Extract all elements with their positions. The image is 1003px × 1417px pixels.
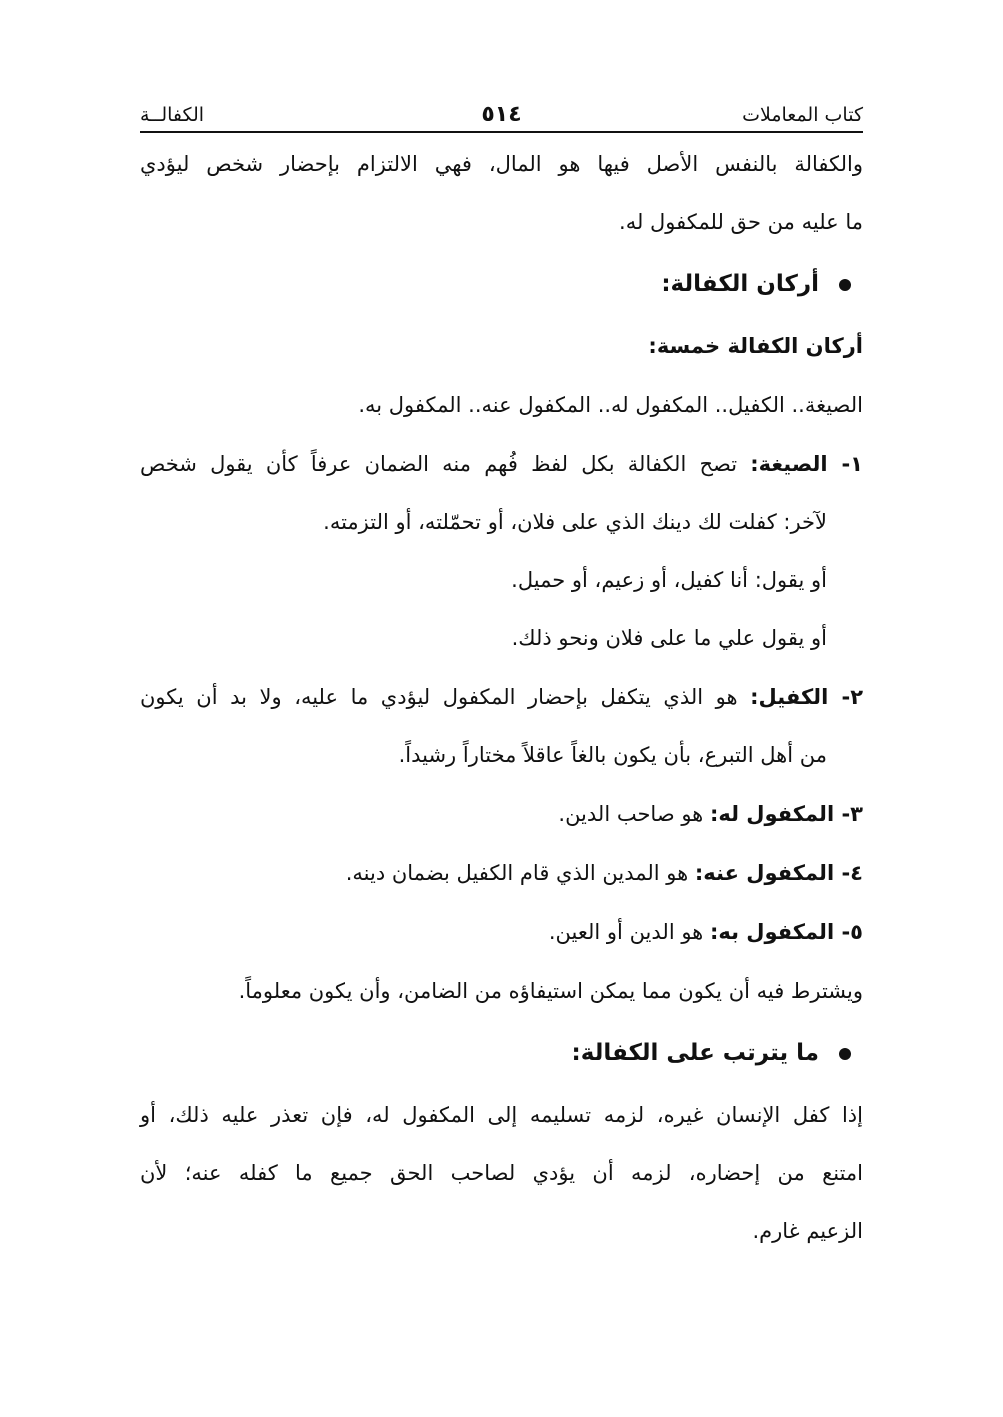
item-label: ٤- المكفول عنه: (694, 861, 863, 885)
list-item-5 (140, 918, 863, 946)
bullet-icon (839, 279, 851, 291)
page-body (140, 150, 863, 1245)
header-book-title: كتاب المعاملات (742, 104, 863, 126)
header-chapter-title: الكفالــة (140, 104, 205, 126)
bullet-icon (839, 1048, 851, 1060)
list-item-1-line-4: أو يقول علي ما على فلان ونحو ذلك. (511, 626, 827, 650)
subheading: أركان الكفالة خمسة: (648, 334, 863, 358)
list-item-5-note: ويشترط فيه أن يكون مما يمكن استيفاؤه من الضامن، وأن يكون معلوماً. (238, 979, 863, 1003)
paragraph-line: إذا كفل الإنسان غيره، لزمه تسليمه إلى المكفول له، فإن تعذر عليه ذلك، أو (140, 1103, 863, 1127)
list-item-2-line-2: من أهل التبرع، بأن يكون بالغاً عاقلاً مختاراً رشيداً. (398, 743, 827, 767)
paragraph-line: ما عليه من حق للمكفول له. (619, 210, 863, 234)
paragraph-line: والكفالة بالنفس الأصل فيها هو المال، فهي الالتزام بإحضار شخص ليؤدي (140, 152, 863, 176)
running-header (140, 100, 863, 132)
item-text: هو الدين أو العين. (548, 920, 710, 944)
section-heading (140, 1039, 863, 1067)
item-label: ١- الصيغة: (750, 452, 863, 476)
item-label: ٥- المكفول به: (709, 920, 863, 944)
section-heading (140, 270, 863, 298)
item-text: هو صاحب الدين. (558, 802, 710, 826)
item-text: هو المدين الذي قام الكفيل بضمان دينه. (345, 861, 695, 885)
pillars-list: الصيغة.. الكفيل.. المكفول له.. المكفول عنه.. المكفول به. (358, 393, 863, 417)
paragraph-line: امتنع من إحضاره، لزمه أن يؤدي لصاحب الحق جميع ما كفله عنه؛ لأن (140, 1161, 863, 1185)
list-item-2-line-1 (140, 683, 863, 711)
paragraph-line: الزعيم غارم. (752, 1219, 863, 1243)
section-heading-text: أركان الكفالة: (661, 271, 819, 297)
page-number: ٥١٤ (481, 102, 522, 127)
list-item-3 (140, 800, 863, 828)
list-item-4 (140, 859, 863, 887)
item-text: هو الذي يتكفل بإحضار المكفول ليؤدي ما عليه، ولا بد أن يكون (140, 685, 751, 709)
list-item-1-line-3: أو يقول: أنا كفيل، أو زعيم، أو حميل. (511, 568, 827, 592)
header-rule (140, 131, 863, 133)
item-label: ٢- الكفيل: (750, 685, 864, 709)
list-item-1-line-1 (140, 450, 863, 478)
item-label: ٣- المكفول له: (709, 802, 863, 826)
section-heading-text: ما يترتب على الكفالة: (571, 1040, 819, 1066)
item-text: تصح الكفالة بكل لفظ فُهم منه الضمان عرفاً كأن يقول شخص (140, 452, 751, 476)
list-item-1-line-2: لآخر: كفلت لك دينك الذي على فلان، أو تحمّلته، أو التزمته. (323, 510, 827, 534)
